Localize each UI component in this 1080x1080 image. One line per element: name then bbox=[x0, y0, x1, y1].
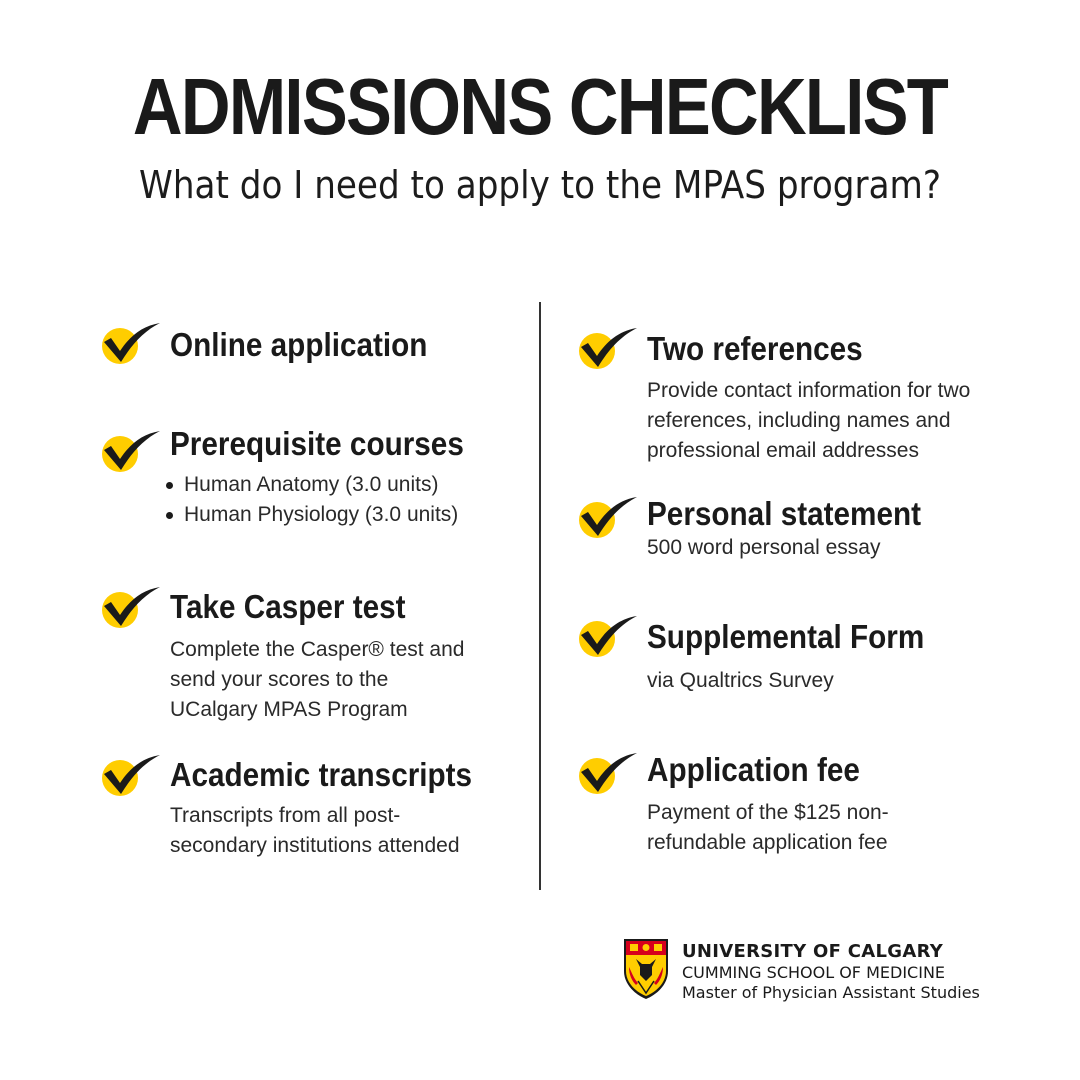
item-description: Provide contact information for two references, including names and professional email addresses bbox=[647, 379, 971, 462]
list-item: Human Physiology (3.0 units) bbox=[162, 500, 458, 530]
check-circle-icon bbox=[577, 327, 641, 371]
prerequisite-list bbox=[162, 470, 458, 530]
check-circle-icon bbox=[100, 322, 164, 366]
item-title: Two references bbox=[647, 330, 863, 367]
check-circle-icon bbox=[100, 586, 164, 630]
item-title: Take Casper test bbox=[170, 588, 406, 625]
check-circle-icon bbox=[100, 754, 164, 798]
item-title: Academic transcripts bbox=[170, 756, 473, 793]
logo-text bbox=[682, 941, 980, 1003]
item-description: Transcripts from all post- secondary institutions attended bbox=[170, 804, 460, 857]
university-crest-icon bbox=[622, 937, 670, 1001]
item-description: 500 word personal essay bbox=[647, 536, 881, 559]
program-name: Master of Physician Assistant Studies bbox=[682, 983, 980, 1002]
item-title: Personal statement bbox=[647, 495, 922, 532]
school-name: CUMMING SCHOOL OF MEDICINE bbox=[682, 963, 946, 982]
page-title: ADMISSIONS CHECKLIST bbox=[132, 62, 948, 151]
item-title: Online application bbox=[170, 326, 428, 363]
list-item: Human Anatomy (3.0 units) bbox=[162, 470, 458, 500]
item-description: Complete the Casper® test and send your scores to the UCalgary MPAS Program bbox=[170, 638, 465, 721]
page-subtitle: What do I need to apply to the MPAS program? bbox=[139, 163, 941, 207]
check-circle-icon bbox=[577, 752, 641, 796]
university-name: UNIVERSITY OF CALGARY bbox=[682, 941, 944, 962]
check-circle-icon bbox=[577, 496, 641, 540]
item-title: Supplemental Form bbox=[647, 618, 925, 655]
check-circle-icon bbox=[577, 615, 641, 659]
check-circle-icon bbox=[100, 430, 164, 474]
column-divider bbox=[539, 302, 541, 890]
item-description: via Qualtrics Survey bbox=[647, 669, 834, 692]
item-title: Prerequisite courses bbox=[170, 425, 464, 462]
item-title: Application fee bbox=[647, 751, 860, 788]
item-description: Payment of the $125 non- refundable application fee bbox=[647, 801, 889, 854]
